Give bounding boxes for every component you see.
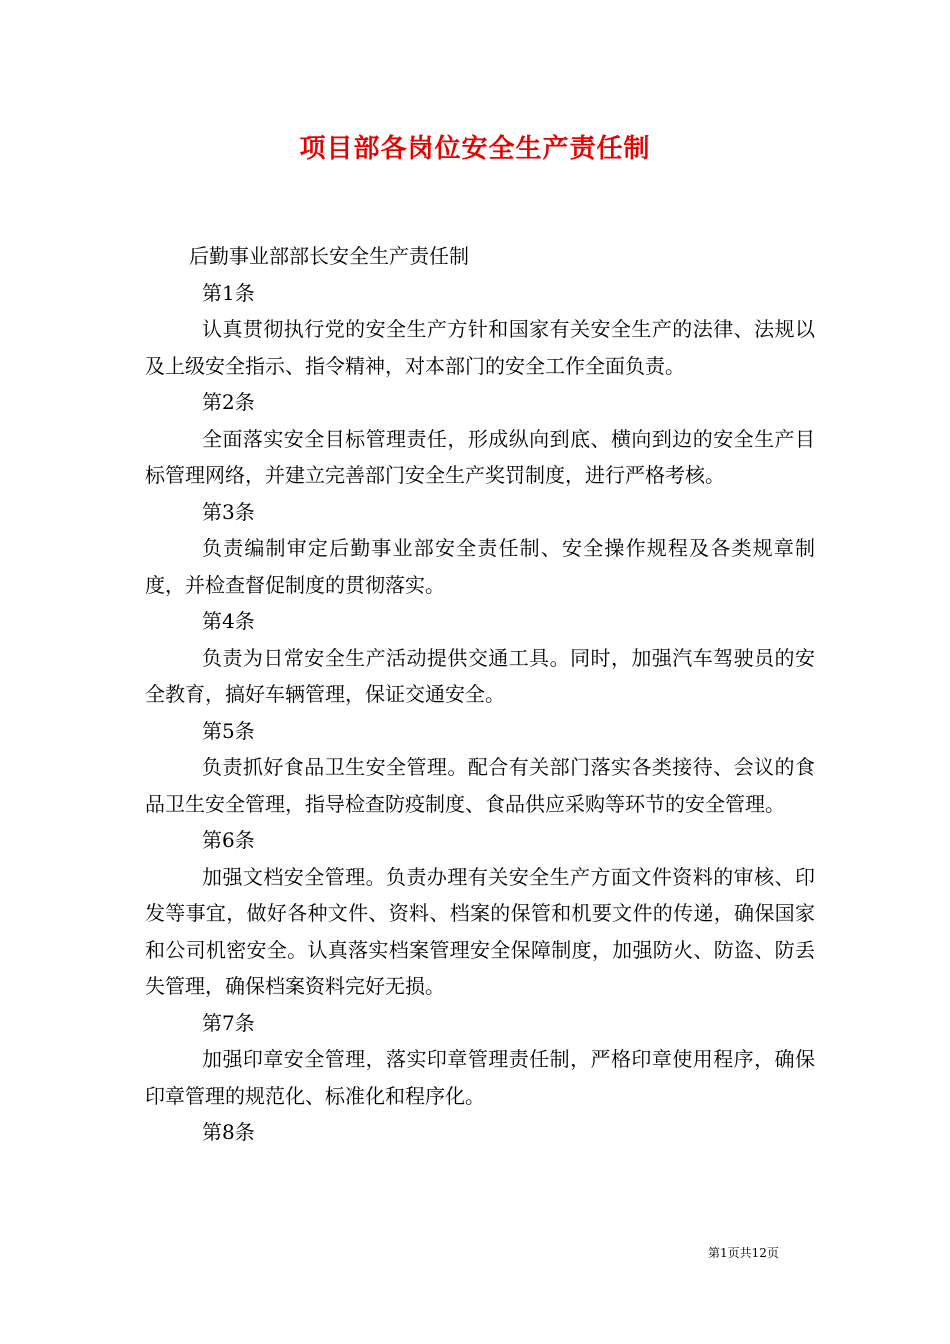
document-title: 项目部各岗位安全生产责任制	[299, 134, 651, 164]
article-label: 第3条	[202, 499, 255, 524]
article-label: 第2条	[202, 390, 255, 414]
article-text: 负责为日常安全生产活动提供交通工具。同时，加强汽车驾驶员的安全教育，搞好车辆管理，保证交通安全。	[145, 645, 815, 706]
section-subtitle: 后勤事业部部长安全生产责任制	[189, 244, 469, 268]
article-label: 第5条	[202, 718, 255, 743]
article-text: 负责编制审定后勤事业部安全责任制、安全操作规程及各类规章制度，并检查督促制度的贯彻落实。	[145, 536, 815, 597]
article-label: 第4条	[202, 609, 255, 633]
article-text: 加强印章安全管理，落实印章管理责任制，严格印章使用程序，确保印章管理的规范化、标准化和程序化。	[145, 1047, 815, 1108]
article-label: 第7条	[202, 1010, 255, 1035]
article-text: 加强文档安全管理。负责办理有关安全生产方面文件资料的审核、印发等事宜，做好各种文件、资料、档案的保管和机要文件的传递，确保国家和公司机密安全。认真落实档案管理安全保障制度，加强防火、防盗、防丢失管理，确保档案资料完好无损。	[145, 864, 815, 998]
article-label: 第1条	[202, 280, 255, 305]
article-text: 负责抓好食品卫生安全管理。配合有关部门落实各类接待、会议的食品卫生安全管理，指导检查防疫制度、食品供应采购等环节的安全管理。	[145, 755, 815, 816]
article-text: 认真贯彻执行党的安全生产方针和国家有关安全生产的法律、法规以及上级安全指示、指令精神，对本部门的安全工作全面负责。	[145, 317, 815, 378]
article-label: 第8条	[202, 1120, 255, 1144]
article-text: 全面落实安全目标管理责任，形成纵向到底、横向到边的安全生产目标管理网络，并建立完善部门安全生产奖罚制度，进行严格考核。	[145, 426, 815, 487]
page-number: 第1页共12页	[708, 1246, 779, 1260]
article-label: 第6条	[202, 828, 255, 852]
document-body	[145, 238, 815, 1151]
